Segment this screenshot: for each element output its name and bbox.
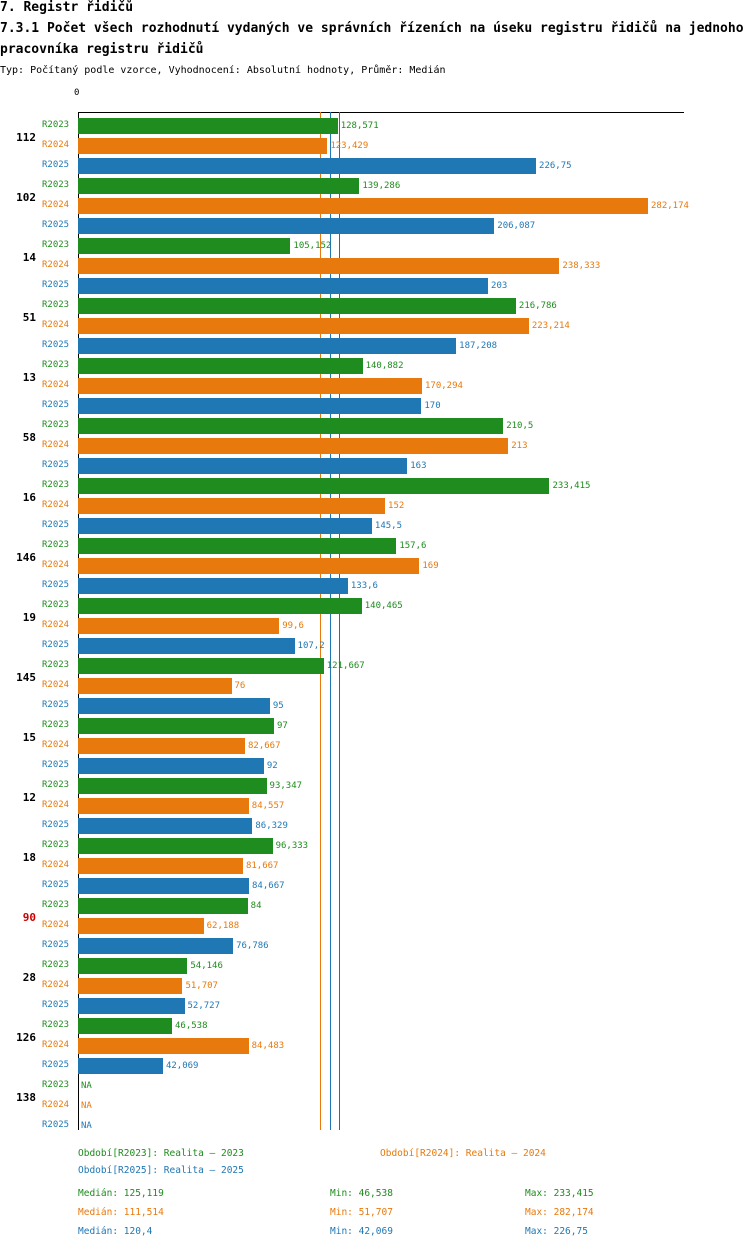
series-label: R2024 <box>42 560 70 570</box>
bar-value-label: 213 <box>511 441 528 451</box>
chart-bar <box>78 958 187 974</box>
chart-bar <box>78 678 232 694</box>
series-label: R2023 <box>42 720 70 730</box>
bar-value-label: 163 <box>410 461 427 471</box>
chart-bar-row <box>42 1098 742 1114</box>
chart-bar <box>78 918 204 934</box>
series-label: R2024 <box>42 200 70 210</box>
chart-bar <box>78 718 274 734</box>
group-label: 126 <box>16 1031 36 1044</box>
chart-bar-row <box>42 798 742 814</box>
chart-bar-row <box>42 558 742 574</box>
bar-value-label: 107,2 <box>297 641 325 651</box>
chart-bar <box>78 838 273 854</box>
chart-bar <box>78 278 488 294</box>
series-label: R2024 <box>42 1100 70 1110</box>
chart-bar-row <box>42 658 742 674</box>
group-label: 145 <box>16 671 36 684</box>
chart-bar-row <box>42 518 742 534</box>
series-label: R2025 <box>42 1060 70 1070</box>
bar-value-label: 95 <box>272 701 284 711</box>
group-label: 51 <box>22 311 36 324</box>
chart-bar-row <box>42 538 742 554</box>
chart-bar-row <box>42 358 742 374</box>
bar-value-label: 187,208 <box>459 341 498 351</box>
chart-bar <box>78 1058 163 1074</box>
chart-bar <box>78 178 359 194</box>
bar-value-label: 52,727 <box>187 1001 221 1011</box>
chart-group <box>0 174 750 234</box>
chart-group <box>0 354 750 414</box>
chart-bar-row <box>42 1038 742 1054</box>
series-label: R2025 <box>42 220 70 230</box>
series-label: R2023 <box>42 540 70 550</box>
series-label: R2025 <box>42 400 70 410</box>
group-label: 28 <box>22 971 36 984</box>
series-label: R2024 <box>42 800 70 810</box>
group-label: 18 <box>22 851 36 864</box>
bar-value-label: 282,174 <box>650 201 689 211</box>
bar-value-label: 42,069 <box>165 1061 199 1071</box>
chart-subtitle: Typ: Počítaný podle vzorce, Vyhodnocení: Absolutní hodnoty, Průměr: Medián <box>0 65 446 76</box>
series-label: R2025 <box>42 640 70 650</box>
bar-value-label: 238,333 <box>562 261 601 271</box>
series-label: R2025 <box>42 1000 70 1010</box>
chart-group <box>0 654 750 714</box>
chart-bar <box>78 638 295 654</box>
series-label: R2025 <box>42 700 70 710</box>
chart-bar-row <box>42 1058 742 1074</box>
series-label: R2024 <box>42 980 70 990</box>
bar-value-label: 84,667 <box>252 881 285 891</box>
series-label: R2023 <box>42 300 70 310</box>
chart-bar-row <box>42 698 742 714</box>
bar-value-label: 96,333 <box>275 841 309 851</box>
bar-value-label: 86,329 <box>255 821 288 831</box>
series-label: R2024 <box>42 140 70 150</box>
chart-group <box>0 474 750 534</box>
chart-bar-row <box>42 978 742 994</box>
group-label: 19 <box>22 611 36 624</box>
group-label: 13 <box>22 371 36 384</box>
series-label: R2025 <box>42 1120 70 1130</box>
chart-bar-row <box>42 258 742 274</box>
chart-group <box>0 834 750 894</box>
chart-plot-area <box>0 100 750 1130</box>
bar-value-label: 210,5 <box>506 421 534 431</box>
series-label: R2023 <box>42 1080 70 1090</box>
series-label: R2023 <box>42 240 70 250</box>
series-label: R2024 <box>42 440 70 450</box>
chart-bar-row <box>42 938 742 954</box>
chart-bar <box>78 778 267 794</box>
bar-value-label: 81,667 <box>245 861 279 871</box>
chart-bar-row <box>42 638 742 654</box>
group-label: 102 <box>16 191 36 204</box>
series-label: R2023 <box>42 480 70 490</box>
group-label: 16 <box>22 491 36 504</box>
chart-group <box>0 894 750 954</box>
chart-bar-row <box>42 338 742 354</box>
chart-bar-row <box>42 218 742 234</box>
series-label: R2024 <box>42 500 70 510</box>
bar-value-label: 76,786 <box>236 941 269 951</box>
series-label: R2023 <box>42 660 70 670</box>
chart-bar-row <box>42 1118 742 1134</box>
bar-value-label: 54,146 <box>190 961 223 971</box>
chart-bar <box>78 758 264 774</box>
bar-value-label: 46,538 <box>175 1021 208 1031</box>
group-label: 112 <box>16 131 36 144</box>
bar-value-label: 92 <box>266 761 278 771</box>
chart-bar-row <box>42 378 742 394</box>
series-label: R2023 <box>42 420 70 430</box>
chart-bar <box>78 138 327 154</box>
bar-value-label: 223,214 <box>531 321 570 331</box>
chart-bar <box>78 798 249 814</box>
chart-bar-row <box>42 998 742 1014</box>
chart-bar <box>78 158 536 174</box>
chart-group <box>0 114 750 174</box>
group-label: 58 <box>22 431 36 444</box>
chart-bar-row <box>42 198 742 214</box>
chart-bar <box>78 258 559 274</box>
legend-stat-median: Medián: 125,119 <box>78 1188 164 1199</box>
chart-bar-row <box>42 118 742 134</box>
chart-bar <box>78 818 252 834</box>
chart-bar-row <box>42 458 742 474</box>
legend-item: Období[R2025]: Realita – 2025 <box>78 1165 244 1176</box>
series-label: R2023 <box>42 180 70 190</box>
bar-value-label: 76 <box>234 681 246 691</box>
chart-bar <box>78 418 503 434</box>
bar-value-label: 51,707 <box>185 981 218 991</box>
series-label: R2024 <box>42 260 70 270</box>
bar-value-label: 233,415 <box>552 481 591 491</box>
series-label: R2024 <box>42 320 70 330</box>
chart-group <box>0 414 750 474</box>
chart-bar-row <box>42 318 742 334</box>
series-label: R2023 <box>42 960 70 970</box>
bar-value-label: 84 <box>250 901 262 911</box>
axis-zero-label: 0 <box>74 88 80 98</box>
chart-bar <box>78 878 249 894</box>
chart-bar-row <box>42 398 742 414</box>
series-label: R2025 <box>42 160 70 170</box>
chart-bar-row <box>42 498 742 514</box>
chart-bar <box>78 358 363 374</box>
chart-bar-row <box>42 1018 742 1034</box>
series-label: R2023 <box>42 1020 70 1030</box>
legend-stat-max: Max: 226,75 <box>525 1226 588 1237</box>
bar-value-label: 139,286 <box>362 181 401 191</box>
chart-bar-row <box>42 858 742 874</box>
chart-bar <box>78 618 279 634</box>
bar-value-label: 82,667 <box>247 741 281 751</box>
series-label: R2025 <box>42 520 70 530</box>
chart-bar-row <box>42 618 742 634</box>
series-label: R2024 <box>42 920 70 930</box>
chart-bar <box>78 998 185 1014</box>
group-label: 12 <box>22 791 36 804</box>
chart-bar <box>78 498 385 514</box>
bar-value-label: 97 <box>276 721 288 731</box>
section-title: 7. Registr řidičů <box>0 0 134 15</box>
series-label: R2023 <box>42 780 70 790</box>
bar-value-label: 140,882 <box>365 361 404 371</box>
group-label: 138 <box>16 1091 36 1104</box>
bar-value-label: 216,786 <box>518 301 557 311</box>
chart-group <box>0 1014 750 1074</box>
legend-item: Období[R2024]: Realita – 2024 <box>380 1148 546 1159</box>
chart-bar <box>78 938 233 954</box>
series-label: R2023 <box>42 840 70 850</box>
chart-bar-row <box>42 738 742 754</box>
chart-bar <box>78 858 243 874</box>
chart-bar <box>78 378 422 394</box>
bar-value-label: 170 <box>424 401 441 411</box>
chart-bar-row <box>42 238 742 254</box>
chart-group <box>0 534 750 594</box>
chart-group <box>0 714 750 774</box>
chart-bar-row <box>42 878 742 894</box>
bar-value-label: 123,429 <box>330 141 369 151</box>
chart-bar-row <box>42 898 742 914</box>
bar-value-label: 145,5 <box>374 521 402 531</box>
legend-stat-median: Medián: 120,4 <box>78 1226 153 1237</box>
chart-bar <box>78 898 248 914</box>
series-label: R2025 <box>42 340 70 350</box>
series-label: R2024 <box>42 680 70 690</box>
page-title: 7.3.1 Počet všech rozhodnutí vydaných ve správních řízeních na úseku registru řidičů na jednoho pracovníka registru řidičů <box>0 21 744 57</box>
series-label: R2025 <box>42 280 70 290</box>
bar-value-label: 62,188 <box>206 921 240 931</box>
series-label: R2024 <box>42 380 70 390</box>
group-label: 15 <box>22 731 36 744</box>
chart-bar <box>78 698 270 714</box>
bar-value-label: 169 <box>422 561 439 571</box>
chart-bar-row <box>42 138 742 154</box>
bar-value-label: 84,483 <box>251 1041 285 1051</box>
bar-value-label: 206,087 <box>497 221 536 231</box>
chart-bar <box>78 598 362 614</box>
legend-stat-median: Medián: 111,514 <box>78 1207 164 1218</box>
chart-bar <box>78 298 516 314</box>
group-label: 14 <box>22 251 36 264</box>
chart-bar <box>78 538 396 554</box>
chart-bar <box>78 338 456 354</box>
group-label: 90 <box>22 911 36 924</box>
chart-bar-row <box>42 598 742 614</box>
series-label: R2024 <box>42 860 70 870</box>
chart-bar-row <box>42 178 742 194</box>
chart-bar-row <box>42 778 742 794</box>
series-label: R2024 <box>42 1040 70 1050</box>
bar-value-label: 84,557 <box>251 801 285 811</box>
legend-stat-max: Max: 282,174 <box>525 1207 594 1218</box>
chart-bar <box>78 578 348 594</box>
chart-bar-row <box>42 478 742 494</box>
bar-value-label: 133,6 <box>350 581 378 591</box>
legend-stat-min: Min: 46,538 <box>330 1188 393 1199</box>
series-label: R2023 <box>42 900 70 910</box>
chart-top-border <box>78 112 684 113</box>
series-label: R2025 <box>42 820 70 830</box>
chart-bar <box>78 518 372 534</box>
bar-value-label: 170,294 <box>424 381 463 391</box>
chart-group <box>0 234 750 294</box>
series-label: R2024 <box>42 740 70 750</box>
series-label: R2024 <box>42 620 70 630</box>
chart-bar <box>78 1038 249 1054</box>
chart-bar <box>78 398 421 414</box>
series-label: R2025 <box>42 760 70 770</box>
chart-bar <box>78 478 549 494</box>
bar-value-label: NA <box>81 1081 92 1091</box>
series-label: R2025 <box>42 940 70 950</box>
legend-stat-min: Min: 42,069 <box>330 1226 393 1237</box>
chart-group <box>0 1074 750 1134</box>
chart-group <box>0 774 750 834</box>
bar-value-label: 121,667 <box>326 661 365 671</box>
series-label: R2025 <box>42 880 70 890</box>
bar-value-label: 140,465 <box>364 601 403 611</box>
chart-bar <box>78 238 290 254</box>
series-label: R2025 <box>42 460 70 470</box>
chart-bar-row <box>42 578 742 594</box>
bar-value-label: 105,152 <box>293 241 332 251</box>
chart-bar <box>78 458 407 474</box>
chart-bar-row <box>42 278 742 294</box>
chart-bar-row <box>42 1078 742 1094</box>
chart-bar <box>78 218 494 234</box>
chart-bar-row <box>42 838 742 854</box>
bar-value-label: NA <box>81 1121 92 1131</box>
chart-bar-row <box>42 158 742 174</box>
bar-value-label: 128,571 <box>340 121 379 131</box>
series-label: R2023 <box>42 600 70 610</box>
chart-group <box>0 594 750 654</box>
chart-group <box>0 294 750 354</box>
bar-value-label: 152 <box>388 501 405 511</box>
chart-bar-row <box>42 758 742 774</box>
chart-bar-row <box>42 418 742 434</box>
bar-value-label: 99,6 <box>282 621 304 631</box>
bar-value-label: 203 <box>491 281 508 291</box>
bar-value-label: 226,75 <box>539 161 572 171</box>
chart-bar <box>78 318 529 334</box>
chart-bar-row <box>42 958 742 974</box>
chart-bar <box>78 1018 172 1034</box>
chart-bar <box>78 658 324 674</box>
bar-value-label: 93,347 <box>269 781 303 791</box>
chart-bar <box>78 558 419 574</box>
legend-stat-min: Min: 51,707 <box>330 1207 393 1218</box>
bar-value-label: NA <box>81 1101 92 1111</box>
chart-bar-row <box>42 818 742 834</box>
series-label: R2023 <box>42 360 70 370</box>
bar-value-label: 157,6 <box>399 541 427 551</box>
legend-item: Období[R2023]: Realita – 2023 <box>78 1148 244 1159</box>
series-label: R2023 <box>42 120 70 130</box>
group-label: 146 <box>16 551 36 564</box>
legend-stat-max: Max: 233,415 <box>525 1188 594 1199</box>
chart-group <box>0 954 750 1014</box>
chart-bar-row <box>42 918 742 934</box>
chart-bar <box>78 978 182 994</box>
chart-bar <box>78 738 245 754</box>
chart-bar-row <box>42 438 742 454</box>
chart-bar <box>78 438 508 454</box>
series-label: R2025 <box>42 580 70 590</box>
chart-bar <box>78 198 648 214</box>
chart-bar <box>78 118 338 134</box>
chart-bar-row <box>42 718 742 734</box>
chart-bar-row <box>42 298 742 314</box>
chart-bar-row <box>42 678 742 694</box>
